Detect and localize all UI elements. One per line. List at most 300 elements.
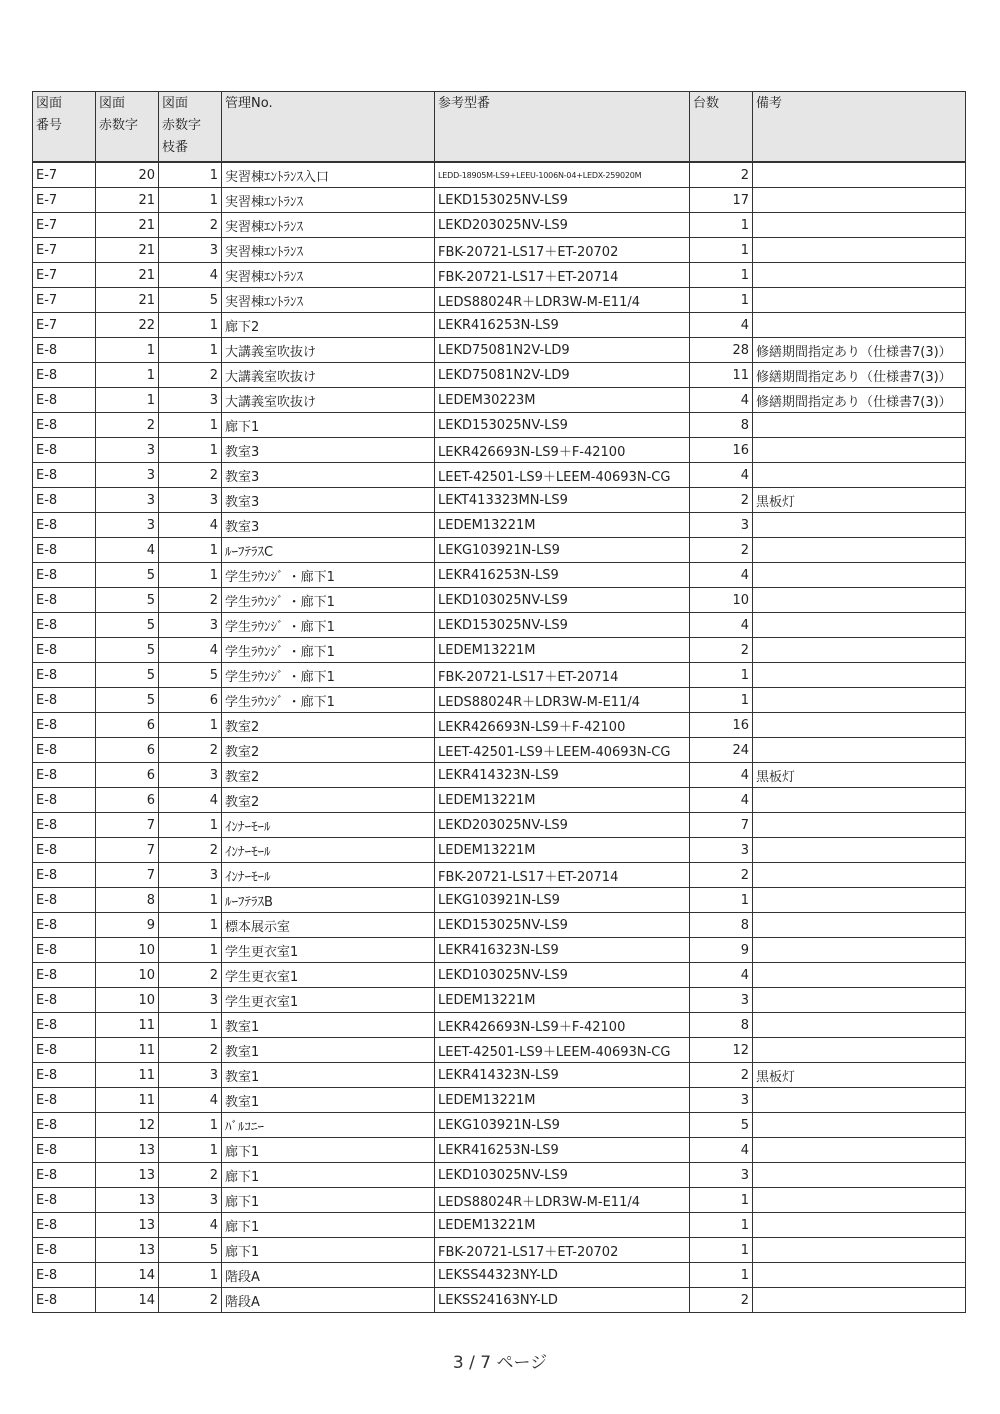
cell-red-number: 21 bbox=[96, 263, 159, 288]
cell-management-no: 廊下1 bbox=[222, 1213, 435, 1238]
cell-management-no: 学生ﾗｳﾝｼﾞ ・廊下1 bbox=[222, 688, 435, 713]
cell-management-no: 実習棟ｴﾝﾄﾗﾝｽ bbox=[222, 288, 435, 313]
page-number: 3 / 7 ページ bbox=[452, 1353, 548, 1373]
cell-drawing-number: E-8 bbox=[33, 1188, 96, 1213]
cell-red-number: 1 bbox=[96, 363, 159, 388]
cell-remarks bbox=[753, 588, 966, 613]
cell-remarks bbox=[753, 838, 966, 863]
table-row bbox=[33, 263, 966, 288]
cell-management-no: 教室1 bbox=[222, 1063, 435, 1088]
cell-management-no: 教室2 bbox=[222, 738, 435, 763]
cell-model-number: LEDEM13221M bbox=[435, 1088, 690, 1113]
cell-remarks bbox=[753, 713, 966, 738]
cell-remarks bbox=[753, 1188, 966, 1213]
cell-model-number: LEDS88024R＋LDR3W-M-E11/4 bbox=[435, 688, 690, 713]
cell-sub-number: 2 bbox=[159, 463, 222, 488]
cell-red-number: 1 bbox=[96, 338, 159, 363]
cell-quantity: 3 bbox=[690, 988, 753, 1013]
cell-red-number: 6 bbox=[96, 763, 159, 788]
cell-sub-number: 1 bbox=[159, 162, 222, 188]
cell-drawing-number: E-8 bbox=[33, 663, 96, 688]
cell-model-number: LEDEM30223M bbox=[435, 388, 690, 413]
cell-quantity: 1 bbox=[690, 213, 753, 238]
cell-management-no: ﾙｰﾌﾃﾗｽC bbox=[222, 538, 435, 563]
cell-drawing-number: E-8 bbox=[33, 513, 96, 538]
cell-quantity: 1 bbox=[690, 663, 753, 688]
table-row bbox=[33, 1188, 966, 1213]
cell-red-number: 21 bbox=[96, 238, 159, 263]
cell-drawing-number: E-8 bbox=[33, 963, 96, 988]
cell-model-number: LEKR416253N-LS9 bbox=[435, 1138, 690, 1163]
cell-management-no: 廊下1 bbox=[222, 1188, 435, 1213]
cell-management-no: 実習棟ｴﾝﾄﾗﾝｽ bbox=[222, 213, 435, 238]
cell-quantity: 1 bbox=[690, 263, 753, 288]
cell-quantity: 2 bbox=[690, 863, 753, 888]
table-row bbox=[33, 438, 966, 463]
cell-drawing-number: E-7 bbox=[33, 313, 96, 338]
cell-red-number: 4 bbox=[96, 538, 159, 563]
cell-remarks bbox=[753, 463, 966, 488]
cell-remarks bbox=[753, 963, 966, 988]
cell-management-no: 大講義室吹抜け bbox=[222, 363, 435, 388]
cell-drawing-number: E-8 bbox=[33, 1038, 96, 1063]
cell-management-no: 学生ﾗｳﾝｼﾞ ・廊下1 bbox=[222, 588, 435, 613]
table-row bbox=[33, 313, 966, 338]
table-row bbox=[33, 963, 966, 988]
table-row bbox=[33, 988, 966, 1013]
cell-management-no: 学生ﾗｳﾝｼﾞ ・廊下1 bbox=[222, 663, 435, 688]
cell-red-number: 5 bbox=[96, 588, 159, 613]
cell-red-number: 7 bbox=[96, 838, 159, 863]
cell-red-number: 1 bbox=[96, 388, 159, 413]
cell-management-no: 学生更衣室1 bbox=[222, 988, 435, 1013]
cell-drawing-number: E-8 bbox=[33, 1288, 96, 1313]
cell-sub-number: 2 bbox=[159, 738, 222, 763]
cell-remarks bbox=[753, 538, 966, 563]
cell-management-no: 教室3 bbox=[222, 463, 435, 488]
cell-sub-number: 3 bbox=[159, 613, 222, 638]
cell-model-number: LEDS88024R＋LDR3W-M-E11/4 bbox=[435, 288, 690, 313]
table-row bbox=[33, 938, 966, 963]
table-row bbox=[33, 913, 966, 938]
cell-quantity: 2 bbox=[690, 1288, 753, 1313]
cell-red-number: 3 bbox=[96, 438, 159, 463]
cell-quantity: 1 bbox=[690, 288, 753, 313]
cell-remarks bbox=[753, 663, 966, 688]
cell-remarks bbox=[753, 938, 966, 963]
cell-management-no: ｲﾝﾅｰﾓｰﾙ bbox=[222, 813, 435, 838]
cell-drawing-number: E-8 bbox=[33, 1113, 96, 1138]
cell-model-number: FBK-20721-LS17＋ET-20714 bbox=[435, 263, 690, 288]
cell-quantity: 3 bbox=[690, 513, 753, 538]
cell-management-no: 教室2 bbox=[222, 763, 435, 788]
cell-sub-number: 4 bbox=[159, 788, 222, 813]
cell-quantity: 1 bbox=[690, 1263, 753, 1288]
table-row bbox=[33, 162, 966, 188]
cell-management-no: ﾙｰﾌﾃﾗｽB bbox=[222, 888, 435, 913]
cell-sub-number: 1 bbox=[159, 438, 222, 463]
cell-sub-number: 4 bbox=[159, 513, 222, 538]
cell-quantity: 12 bbox=[690, 1038, 753, 1063]
cell-red-number: 6 bbox=[96, 713, 159, 738]
cell-model-number: LEKR426693N-LS9＋F-42100 bbox=[435, 1013, 690, 1038]
cell-remarks bbox=[753, 638, 966, 663]
cell-quantity: 2 bbox=[690, 1063, 753, 1088]
cell-red-number: 21 bbox=[96, 213, 159, 238]
cell-red-number: 14 bbox=[96, 1288, 159, 1313]
cell-management-no: 教室1 bbox=[222, 1088, 435, 1113]
cell-drawing-number: E-8 bbox=[33, 738, 96, 763]
cell-red-number: 5 bbox=[96, 688, 159, 713]
table-row bbox=[33, 463, 966, 488]
cell-model-number: LEDS88024R＋LDR3W-M-E11/4 bbox=[435, 1188, 690, 1213]
cell-management-no: 教室2 bbox=[222, 788, 435, 813]
table-row bbox=[33, 413, 966, 438]
cell-sub-number: 1 bbox=[159, 913, 222, 938]
table-row bbox=[33, 1088, 966, 1113]
cell-red-number: 3 bbox=[96, 513, 159, 538]
cell-management-no: ﾊﾞﾙｺﾆｰ bbox=[222, 1113, 435, 1138]
cell-remarks bbox=[753, 213, 966, 238]
cell-model-number: LEET-42501-LS9＋LEEM-40693N-CG bbox=[435, 463, 690, 488]
header-red-number: 図面 赤数字 bbox=[96, 92, 159, 163]
cell-model-number: LEKD75081N2V-LD9 bbox=[435, 363, 690, 388]
cell-remarks: 黒板灯 bbox=[753, 488, 966, 513]
cell-remarks bbox=[753, 1238, 966, 1263]
cell-red-number: 11 bbox=[96, 1063, 159, 1088]
cell-drawing-number: E-8 bbox=[33, 988, 96, 1013]
cell-drawing-number: E-8 bbox=[33, 1263, 96, 1288]
header-model-number: 参考型番 bbox=[435, 92, 690, 163]
cell-red-number: 21 bbox=[96, 288, 159, 313]
cell-model-number: LEKSS44323NY-LD bbox=[435, 1263, 690, 1288]
table-row bbox=[33, 1213, 966, 1238]
cell-quantity: 1 bbox=[690, 888, 753, 913]
cell-drawing-number: E-8 bbox=[33, 563, 96, 588]
cell-sub-number: 6 bbox=[159, 688, 222, 713]
cell-quantity: 1 bbox=[690, 688, 753, 713]
cell-quantity: 10 bbox=[690, 588, 753, 613]
cell-sub-number: 1 bbox=[159, 1138, 222, 1163]
cell-model-number: LEDEM13221M bbox=[435, 1213, 690, 1238]
cell-model-number: LEDEM13221M bbox=[435, 788, 690, 813]
cell-management-no: 廊下1 bbox=[222, 1238, 435, 1263]
cell-quantity: 2 bbox=[690, 638, 753, 663]
cell-red-number: 13 bbox=[96, 1163, 159, 1188]
cell-remarks bbox=[753, 888, 966, 913]
cell-sub-number: 1 bbox=[159, 313, 222, 338]
cell-sub-number: 1 bbox=[159, 938, 222, 963]
table-row bbox=[33, 363, 966, 388]
cell-quantity: 1 bbox=[690, 238, 753, 263]
cell-remarks: 黒板灯 bbox=[753, 763, 966, 788]
cell-red-number: 10 bbox=[96, 988, 159, 1013]
cell-red-number: 13 bbox=[96, 1238, 159, 1263]
cell-quantity: 2 bbox=[690, 538, 753, 563]
cell-model-number: LEET-42501-LS9＋LEEM-40693N-CG bbox=[435, 738, 690, 763]
table-row bbox=[33, 1263, 966, 1288]
cell-quantity: 2 bbox=[690, 488, 753, 513]
cell-drawing-number: E-8 bbox=[33, 713, 96, 738]
cell-management-no: 実習棟ｴﾝﾄﾗﾝｽ入口 bbox=[222, 162, 435, 188]
cell-drawing-number: E-8 bbox=[33, 838, 96, 863]
cell-management-no: 実習棟ｴﾝﾄﾗﾝｽ bbox=[222, 263, 435, 288]
cell-red-number: 10 bbox=[96, 938, 159, 963]
cell-sub-number: 3 bbox=[159, 863, 222, 888]
cell-management-no: 学生更衣室1 bbox=[222, 938, 435, 963]
cell-drawing-number: E-8 bbox=[33, 888, 96, 913]
cell-sub-number: 1 bbox=[159, 1013, 222, 1038]
cell-quantity: 7 bbox=[690, 813, 753, 838]
table-row bbox=[33, 1013, 966, 1038]
cell-red-number: 13 bbox=[96, 1188, 159, 1213]
table-row bbox=[33, 238, 966, 263]
cell-remarks bbox=[753, 1213, 966, 1238]
cell-model-number: LEKR414323N-LS9 bbox=[435, 763, 690, 788]
cell-sub-number: 5 bbox=[159, 1238, 222, 1263]
cell-sub-number: 1 bbox=[159, 338, 222, 363]
cell-model-number: LEET-42501-LS9＋LEEM-40693N-CG bbox=[435, 1038, 690, 1063]
table-row bbox=[33, 1038, 966, 1063]
cell-model-number: FBK-20721-LS17＋ET-20714 bbox=[435, 663, 690, 688]
cell-model-number: LEKD153025NV-LS9 bbox=[435, 413, 690, 438]
cell-drawing-number: E-8 bbox=[33, 763, 96, 788]
cell-model-number: LEKD153025NV-LS9 bbox=[435, 613, 690, 638]
cell-red-number: 8 bbox=[96, 888, 159, 913]
cell-red-number: 5 bbox=[96, 563, 159, 588]
cell-management-no: 教室3 bbox=[222, 488, 435, 513]
cell-sub-number: 2 bbox=[159, 363, 222, 388]
cell-drawing-number: E-8 bbox=[33, 813, 96, 838]
cell-drawing-number: E-8 bbox=[33, 488, 96, 513]
cell-quantity: 4 bbox=[690, 563, 753, 588]
cell-drawing-number: E-8 bbox=[33, 538, 96, 563]
cell-quantity: 4 bbox=[690, 388, 753, 413]
cell-model-number: FBK-20721-LS17＋ET-20702 bbox=[435, 238, 690, 263]
cell-remarks bbox=[753, 688, 966, 713]
cell-red-number: 13 bbox=[96, 1138, 159, 1163]
table-row bbox=[33, 288, 966, 313]
cell-drawing-number: E-8 bbox=[33, 388, 96, 413]
cell-model-number: LEKD103025NV-LS9 bbox=[435, 1163, 690, 1188]
cell-drawing-number: E-8 bbox=[33, 938, 96, 963]
cell-red-number: 13 bbox=[96, 1213, 159, 1238]
cell-red-number: 5 bbox=[96, 613, 159, 638]
cell-remarks bbox=[753, 988, 966, 1013]
cell-remarks: 修繕期間指定あり（仕様書7(3)） bbox=[753, 388, 966, 413]
cell-quantity: 5 bbox=[690, 1113, 753, 1138]
cell-drawing-number: E-8 bbox=[33, 688, 96, 713]
cell-drawing-number: E-8 bbox=[33, 1063, 96, 1088]
cell-model-number: LEKD75081N2V-LD9 bbox=[435, 338, 690, 363]
cell-management-no: 廊下1 bbox=[222, 413, 435, 438]
table-row bbox=[33, 838, 966, 863]
table-row bbox=[33, 788, 966, 813]
cell-remarks bbox=[753, 1013, 966, 1038]
equipment-table bbox=[32, 91, 966, 1313]
cell-model-number: FBK-20721-LS17＋ET-20714 bbox=[435, 863, 690, 888]
cell-drawing-number: E-7 bbox=[33, 188, 96, 213]
cell-model-number: LEKD103025NV-LS9 bbox=[435, 963, 690, 988]
cell-management-no: 教室3 bbox=[222, 513, 435, 538]
header-quantity: 台数 bbox=[690, 92, 753, 163]
cell-quantity: 8 bbox=[690, 413, 753, 438]
cell-remarks bbox=[753, 813, 966, 838]
cell-sub-number: 1 bbox=[159, 413, 222, 438]
cell-red-number: 21 bbox=[96, 188, 159, 213]
cell-quantity: 3 bbox=[690, 1088, 753, 1113]
cell-red-number: 5 bbox=[96, 663, 159, 688]
cell-management-no: 階段A bbox=[222, 1288, 435, 1313]
cell-quantity: 24 bbox=[690, 738, 753, 763]
cell-quantity: 1 bbox=[690, 1188, 753, 1213]
cell-drawing-number: E-8 bbox=[33, 363, 96, 388]
cell-sub-number: 3 bbox=[159, 988, 222, 1013]
cell-model-number: LEKD203025NV-LS9 bbox=[435, 213, 690, 238]
cell-management-no: 学生ﾗｳﾝｼﾞ ・廊下1 bbox=[222, 638, 435, 663]
cell-remarks: 修繕期間指定あり（仕様書7(3)） bbox=[753, 363, 966, 388]
cell-model-number: LEKD153025NV-LS9 bbox=[435, 913, 690, 938]
cell-red-number: 2 bbox=[96, 413, 159, 438]
cell-sub-number: 2 bbox=[159, 963, 222, 988]
cell-model-number: LEKG103921N-LS9 bbox=[435, 1113, 690, 1138]
cell-model-number: FBK-20721-LS17＋ET-20702 bbox=[435, 1238, 690, 1263]
cell-sub-number: 4 bbox=[159, 638, 222, 663]
cell-model-number: LEKR416253N-LS9 bbox=[435, 313, 690, 338]
cell-management-no: 学生ﾗｳﾝｼﾞ ・廊下1 bbox=[222, 613, 435, 638]
cell-management-no: 教室3 bbox=[222, 438, 435, 463]
cell-quantity: 16 bbox=[690, 713, 753, 738]
cell-red-number: 11 bbox=[96, 1013, 159, 1038]
table-row bbox=[33, 613, 966, 638]
cell-red-number: 11 bbox=[96, 1088, 159, 1113]
cell-management-no: 実習棟ｴﾝﾄﾗﾝｽ bbox=[222, 238, 435, 263]
cell-management-no: 階段A bbox=[222, 1263, 435, 1288]
cell-red-number: 14 bbox=[96, 1263, 159, 1288]
cell-management-no: 廊下1 bbox=[222, 1163, 435, 1188]
cell-drawing-number: E-8 bbox=[33, 438, 96, 463]
cell-quantity: 4 bbox=[690, 313, 753, 338]
header-drawing-number: 図面 番号 bbox=[33, 92, 96, 163]
cell-sub-number: 3 bbox=[159, 238, 222, 263]
cell-management-no: 学生更衣室1 bbox=[222, 963, 435, 988]
cell-quantity: 4 bbox=[690, 1138, 753, 1163]
cell-model-number: LEDD-18905M-LS9+LEEU-1006N-04+LEDX-259020M bbox=[435, 162, 690, 188]
table-row bbox=[33, 638, 966, 663]
cell-quantity: 2 bbox=[690, 162, 753, 188]
table-row bbox=[33, 563, 966, 588]
cell-quantity: 28 bbox=[690, 338, 753, 363]
cell-quantity: 1 bbox=[690, 1238, 753, 1263]
header-management-no: 管理No. bbox=[222, 92, 435, 163]
cell-red-number: 12 bbox=[96, 1113, 159, 1138]
cell-sub-number: 1 bbox=[159, 188, 222, 213]
cell-drawing-number: E-8 bbox=[33, 1088, 96, 1113]
table-row bbox=[33, 338, 966, 363]
cell-sub-number: 2 bbox=[159, 838, 222, 863]
cell-red-number: 3 bbox=[96, 488, 159, 513]
cell-management-no: 教室2 bbox=[222, 713, 435, 738]
table-row bbox=[33, 813, 966, 838]
cell-red-number: 3 bbox=[96, 463, 159, 488]
cell-red-number: 6 bbox=[96, 788, 159, 813]
table-row bbox=[33, 588, 966, 613]
cell-remarks bbox=[753, 1088, 966, 1113]
cell-red-number: 7 bbox=[96, 813, 159, 838]
cell-remarks bbox=[753, 1038, 966, 1063]
cell-red-number: 22 bbox=[96, 313, 159, 338]
cell-sub-number: 5 bbox=[159, 288, 222, 313]
cell-drawing-number: E-8 bbox=[33, 1238, 96, 1263]
cell-remarks bbox=[753, 1113, 966, 1138]
cell-sub-number: 2 bbox=[159, 588, 222, 613]
cell-drawing-number: E-7 bbox=[33, 213, 96, 238]
header-sub-number: 図面 赤数字 枝番 bbox=[159, 92, 222, 163]
cell-sub-number: 4 bbox=[159, 263, 222, 288]
cell-management-no: 廊下2 bbox=[222, 313, 435, 338]
cell-quantity: 4 bbox=[690, 763, 753, 788]
cell-red-number: 7 bbox=[96, 863, 159, 888]
cell-model-number: LEKD153025NV-LS9 bbox=[435, 188, 690, 213]
cell-sub-number: 1 bbox=[159, 1113, 222, 1138]
cell-model-number: LEKR416323N-LS9 bbox=[435, 938, 690, 963]
cell-model-number: LEKD103025NV-LS9 bbox=[435, 588, 690, 613]
cell-quantity: 3 bbox=[690, 1163, 753, 1188]
cell-sub-number: 3 bbox=[159, 763, 222, 788]
table-row bbox=[33, 1113, 966, 1138]
cell-drawing-number: E-8 bbox=[33, 1213, 96, 1238]
cell-management-no: 教室1 bbox=[222, 1038, 435, 1063]
cell-drawing-number: E-7 bbox=[33, 288, 96, 313]
table-row bbox=[33, 213, 966, 238]
cell-management-no: 廊下1 bbox=[222, 1138, 435, 1163]
cell-sub-number: 3 bbox=[159, 388, 222, 413]
cell-sub-number: 4 bbox=[159, 1088, 222, 1113]
table-row bbox=[33, 663, 966, 688]
table-row bbox=[33, 713, 966, 738]
cell-management-no: ｲﾝﾅｰﾓｰﾙ bbox=[222, 838, 435, 863]
table-row bbox=[33, 763, 966, 788]
cell-red-number: 6 bbox=[96, 738, 159, 763]
cell-drawing-number: E-7 bbox=[33, 263, 96, 288]
cell-red-number: 9 bbox=[96, 913, 159, 938]
cell-quantity: 4 bbox=[690, 788, 753, 813]
cell-quantity: 4 bbox=[690, 963, 753, 988]
cell-management-no: 実習棟ｴﾝﾄﾗﾝｽ bbox=[222, 188, 435, 213]
header-row bbox=[33, 92, 966, 163]
cell-drawing-number: E-8 bbox=[33, 913, 96, 938]
table-row bbox=[33, 513, 966, 538]
cell-remarks bbox=[753, 162, 966, 188]
cell-management-no: 教室1 bbox=[222, 1013, 435, 1038]
cell-remarks: 修繕期間指定あり（仕様書7(3)） bbox=[753, 338, 966, 363]
cell-drawing-number: E-8 bbox=[33, 463, 96, 488]
table-row bbox=[33, 1238, 966, 1263]
cell-drawing-number: E-7 bbox=[33, 162, 96, 188]
cell-model-number: LEKSS24163NY-LD bbox=[435, 1288, 690, 1313]
cell-sub-number: 2 bbox=[159, 1038, 222, 1063]
cell-quantity: 4 bbox=[690, 613, 753, 638]
cell-drawing-number: E-7 bbox=[33, 238, 96, 263]
cell-sub-number: 5 bbox=[159, 663, 222, 688]
cell-sub-number: 3 bbox=[159, 488, 222, 513]
cell-remarks bbox=[753, 1163, 966, 1188]
cell-management-no: 学生ﾗｳﾝｼﾞ ・廊下1 bbox=[222, 563, 435, 588]
cell-model-number: LEKR426693N-LS9＋F-42100 bbox=[435, 713, 690, 738]
cell-remarks bbox=[753, 313, 966, 338]
cell-model-number: LEKD203025NV-LS9 bbox=[435, 813, 690, 838]
cell-quantity: 16 bbox=[690, 438, 753, 463]
